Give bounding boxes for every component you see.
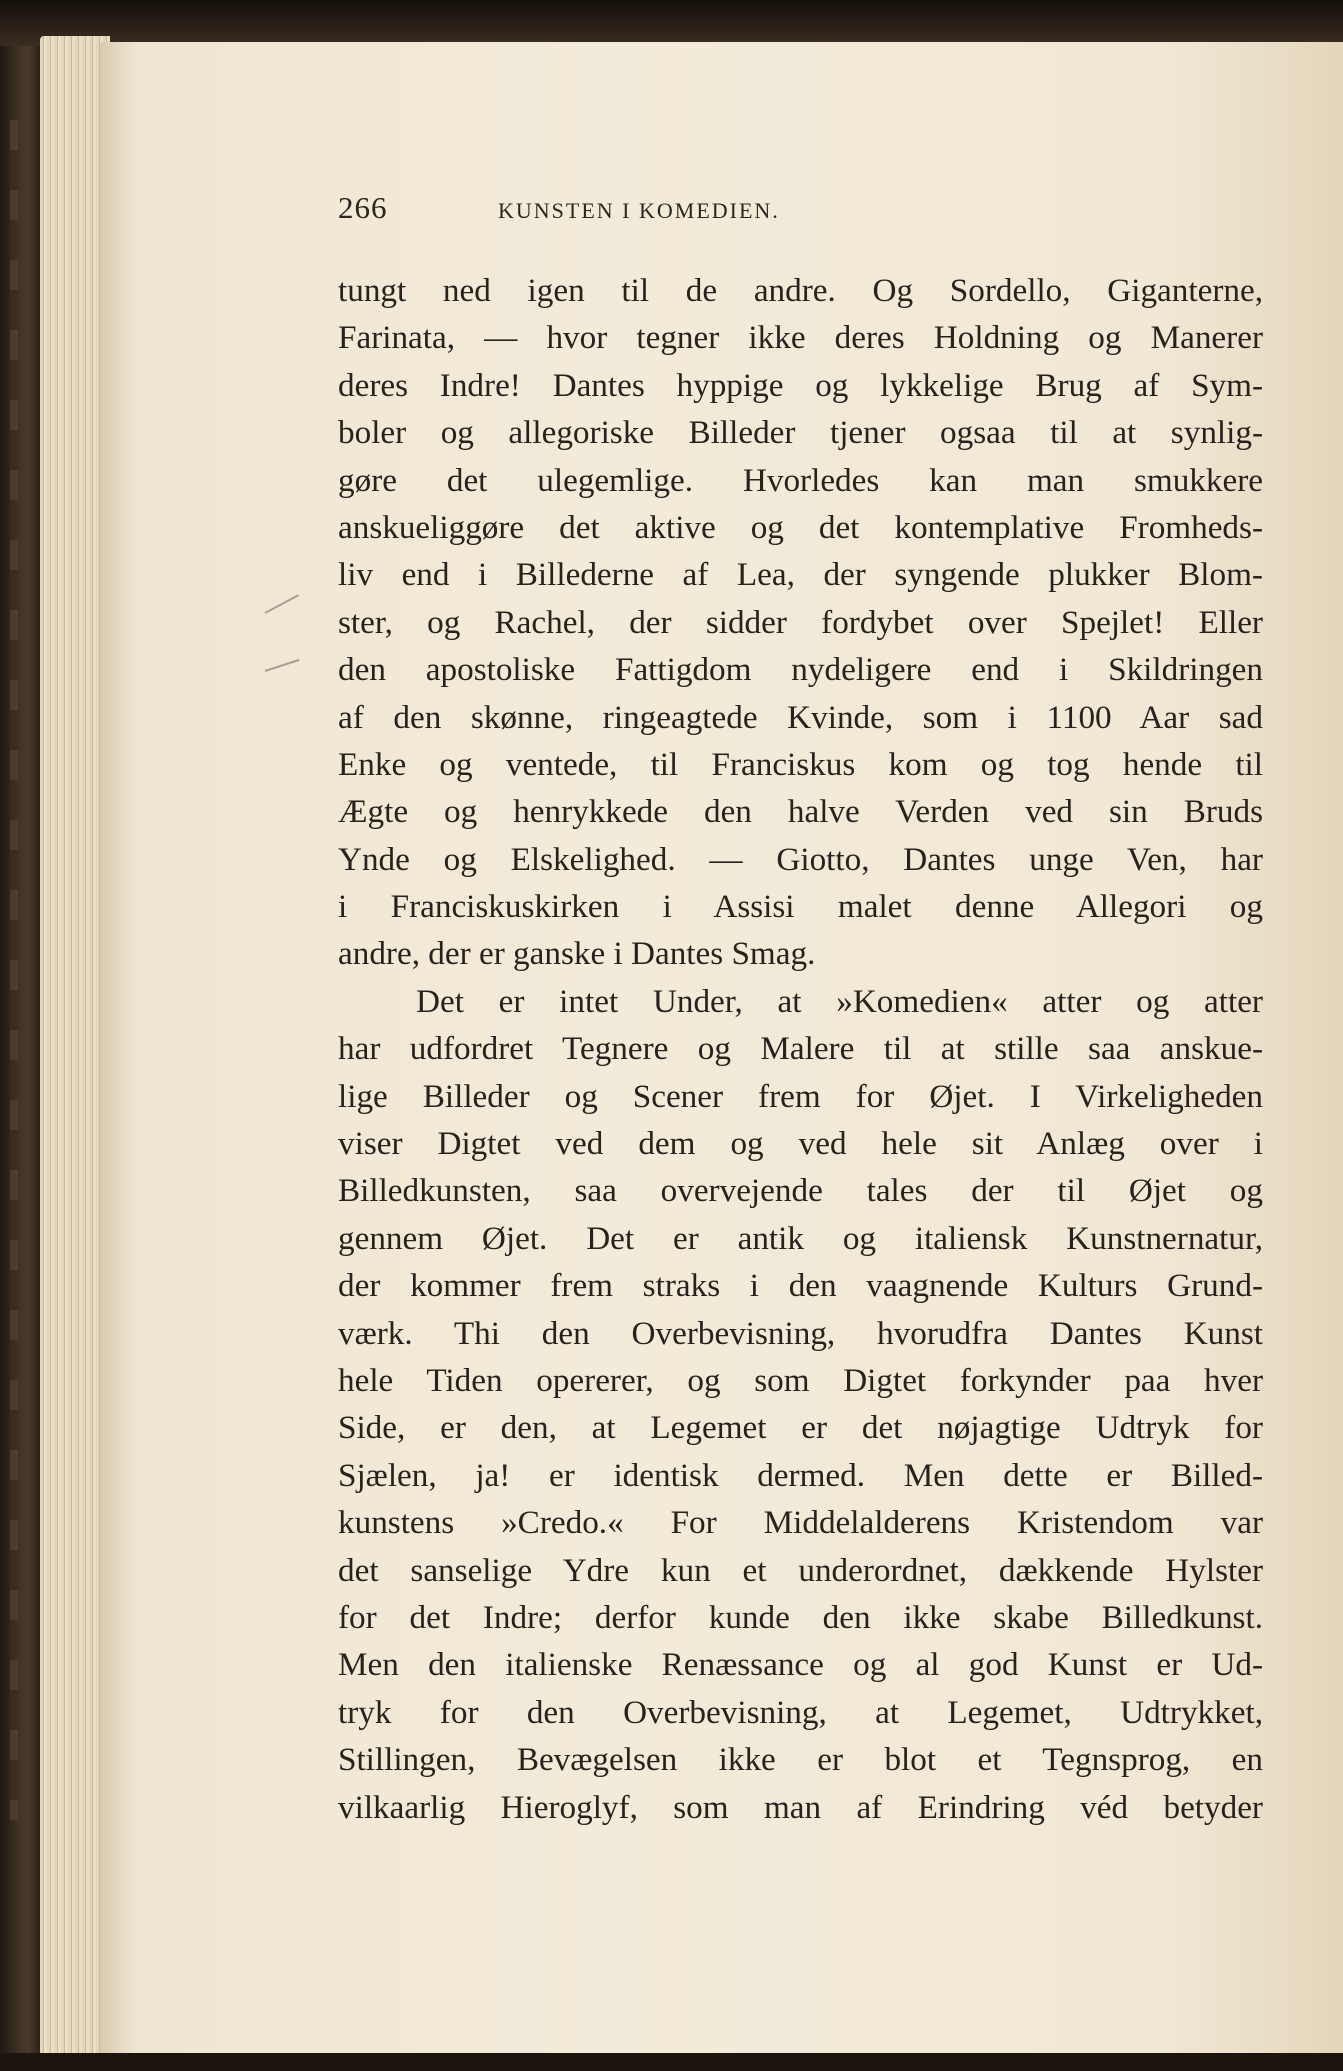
text-line: Billedkunsten, saa overvejende tales der til Øjet og [338, 1172, 1263, 1210]
page-number: 266 [338, 190, 388, 225]
text-line: tryk for den Overbevisning, at Legemet, Udtrykket, [338, 1693, 1263, 1731]
text-line: ster, og Rachel, der sidder fordybet over Spejlet! Eller [338, 603, 1263, 641]
text-line: Ynde og Elskelighed. — Giotto, Dantes unge Ven, har [338, 840, 1263, 878]
text-line: lige Billeder og Scener frem for Øjet. I Virkeligheden [338, 1077, 1263, 1115]
text-line: i Franciskuskirken i Assisi malet denne Allegori og [338, 888, 1263, 926]
text-line: andre, der er ganske i Dantes Smag. [338, 935, 816, 973]
text-line: af den skønne, ringeagtede Kvinde, som i 1100 Aar sad [338, 698, 1263, 736]
text-line: hele Tiden opererer, og som Digtet forkynder paa hver [338, 1361, 1263, 1399]
text-line: Ægte og henrykkede den halve Verden ved sin Bruds [338, 793, 1263, 831]
book-binding [0, 0, 40, 2071]
text-line: gøre det ulegemlige. Hvorledes kan man smukkere [338, 461, 1263, 499]
text-line: anskueliggøre det aktive og det kontemplative Fromheds- [338, 508, 1263, 546]
text-line: værk. Thi den Overbevisning, hvorudfra Dantes Kunst [338, 1314, 1263, 1352]
paragraph-start-line: Det er intet Under, at »Komedien« atter og atter [416, 982, 1263, 1020]
chapter-title: KUNSTEN I KOMEDIEN. [498, 198, 780, 223]
running-head [338, 190, 1278, 240]
text-line: boler og allegoriske Billeder tjener ogsaa til at synlig- [338, 414, 1263, 452]
text-line: Side, er den, at Legemet er det nøjagtige Udtryk for [338, 1409, 1263, 1447]
text-line: liv end i Billederne af Lea, der syngende plukker Blom- [338, 556, 1263, 594]
text-line: der kommer frem straks i den vaagnende Kulturs Grund- [338, 1267, 1263, 1305]
top-shadow [0, 0, 1343, 46]
text-line: viser Digtet ved dem og ved hele sit Anlæg over i [338, 1125, 1263, 1163]
text-line: Stillingen, Bevægelsen ikke er blot et Tegnsprog, en [338, 1741, 1263, 1779]
text-line: Sjælen, ja! er identisk dermed. Men dette er Billed- [338, 1456, 1263, 1494]
body-text [338, 267, 1263, 1831]
text-line: kunstens »Credo.« For Middelalderens Kristendom var [338, 1504, 1263, 1542]
text-line: Men den italienske Renæssance og al god Kunst er Ud- [338, 1646, 1263, 1684]
text-line: vilkaarlig Hieroglyf, som man af Erindring véd betyder [338, 1788, 1263, 1826]
text-line: det sanselige Ydre kun et underordnet, dækkende Hylster [338, 1551, 1263, 1589]
text-line: har udfordret Tegnere og Malere til at stille saa anskue- [338, 1030, 1263, 1068]
text-line: tungt ned igen til de andre. Og Sordello, Giganterne, [338, 272, 1263, 309]
text-line: Farinata, — hvor tegner ikke deres Holdning og Manerer [338, 319, 1263, 357]
text-line: for det Indre; derfor kunde den ikke skabe Billedkunst. [338, 1598, 1263, 1636]
text-line: deres Indre! Dantes hyppige og lykkelige Brug af Sym- [338, 366, 1263, 404]
bottom-shadow [0, 2053, 1343, 2071]
text-line: Enke og ventede, til Franciskus kom og tog hende til [338, 745, 1263, 783]
text-line: gennem Øjet. Det er antik og italiensk Kunstnernatur, [338, 1219, 1263, 1257]
text-line: den apostoliske Fattigdom nydeligere end i Skildringen [338, 651, 1263, 689]
